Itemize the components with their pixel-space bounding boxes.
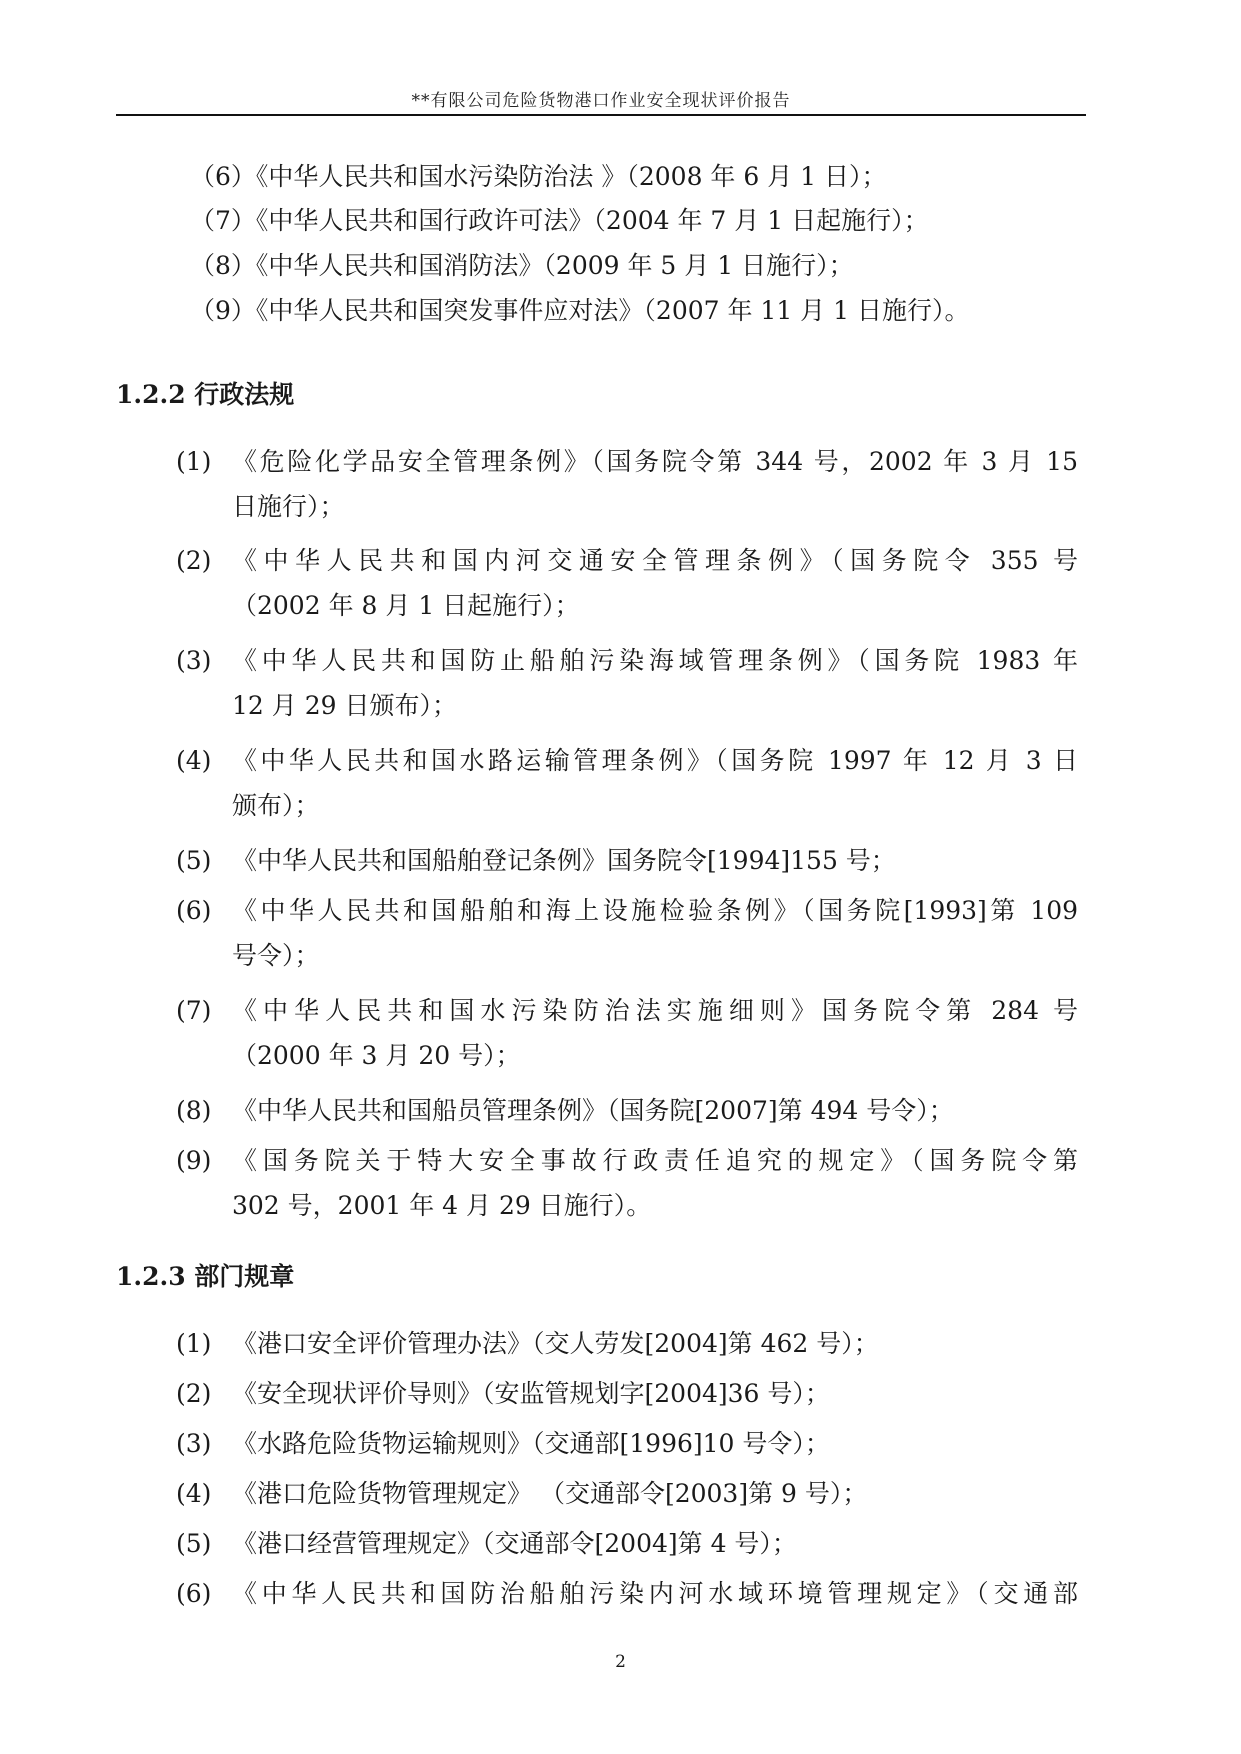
item-text: 《中华人民共和国防止船舶污染海域管理条例》（国务院 1983 年: [232, 646, 1078, 675]
item-number: (5): [176, 1529, 212, 1558]
item-text: 302 号，2001 年 4 月 29 日施行）。: [232, 1191, 652, 1220]
intro-law-item: （8）《中华人民共和国消防法》（2009 年 5 月 1 日施行）；: [190, 251, 854, 280]
item-text: 《中华人民共和国内河交通安全管理条例》（国务院令 355 号: [232, 546, 1078, 575]
item-number: (4): [176, 746, 212, 775]
section-heading-122: 1.2.2 行政法规: [116, 380, 295, 409]
item-text: （2000 年 3 月 20 号）；: [232, 1041, 521, 1070]
item-number: (8): [176, 1096, 212, 1125]
item-text: 《中华人民共和国船员管理条例》（国务院[2007]第 494 号令）；: [232, 1096, 954, 1125]
item-text: 《水路危险货物运输规则》（交通部[1996]10 号令）；: [232, 1429, 830, 1458]
item-text: 《港口危险货物管理规定》 （交通部令[2003]第 9 号）；: [232, 1479, 868, 1508]
item-text: 《中华人民共和国水路运输管理条例》（国务院 1997 年 12 月 3 日: [232, 746, 1078, 775]
item-number: (4): [176, 1479, 212, 1508]
item-text: 《危险化学品安全管理条例》（国务院令第 344 号，2002 年 3 月 15: [232, 447, 1078, 476]
item-text: 《安全现状评价导则》（安监管规划字[2004]36 号）；: [232, 1379, 830, 1408]
item-number: (1): [176, 447, 212, 476]
item-text: 号令）；: [232, 941, 320, 970]
item-number: (2): [176, 1379, 212, 1408]
item-text: 日施行）；: [232, 492, 345, 521]
item-number: (6): [176, 896, 212, 925]
item-text: 12 月 29 日颁布）；: [232, 691, 457, 720]
item-number: (7): [176, 996, 212, 1025]
item-number: (3): [176, 646, 212, 675]
item-text: 《中华人民共和国船舶登记条例》国务院令[1994]155 号；: [232, 846, 896, 875]
intro-law-item: （9）《中华人民共和国突发事件应对法》（2007 年 11 月 1 日施行）。: [190, 296, 970, 325]
item-text: 《中华人民共和国水污染防治法实施细则》国务院令第 284 号: [232, 996, 1078, 1025]
item-number: (3): [176, 1429, 212, 1458]
item-text: 《港口安全评价管理办法》（交人劳发[2004]第 462 号）；: [232, 1329, 879, 1358]
intro-law-item: （7）《中华人民共和国行政许可法》（2004 年 7 月 1 日起施行）；: [190, 206, 929, 235]
item-number: (9): [176, 1146, 212, 1175]
item-number: (1): [176, 1329, 212, 1358]
item-number: (5): [176, 846, 212, 875]
item-text: 《港口经营管理规定》（交通部令[2004]第 4 号）；: [232, 1529, 797, 1558]
header-rule: [116, 114, 1086, 116]
item-text: 颁布）；: [232, 791, 320, 820]
item-text: （2002 年 8 月 1 日起施行）；: [232, 591, 580, 620]
item-text: 《国务院关于特大安全事故行政责任追究的规定》（国务院令第: [232, 1146, 1078, 1175]
section-heading-123: 1.2.3 部门规章: [116, 1262, 295, 1291]
intro-law-item: （6）《中华人民共和国水污染防治法 》（2008 年 6 月 1 日）；: [190, 162, 887, 191]
item-text: 《中华人民共和国船舶和海上设施检验条例》（国务院[1993]第 109: [232, 896, 1078, 925]
item-number: (2): [176, 546, 212, 575]
item-text: 《中华人民共和国防治船舶污染内河水域环境管理规定》（交通部: [232, 1579, 1078, 1608]
page-header: **有限公司危险货物港口作业安全现状评价报告: [411, 91, 791, 111]
page-number: 2: [615, 1652, 626, 1672]
item-number: (6): [176, 1579, 212, 1608]
